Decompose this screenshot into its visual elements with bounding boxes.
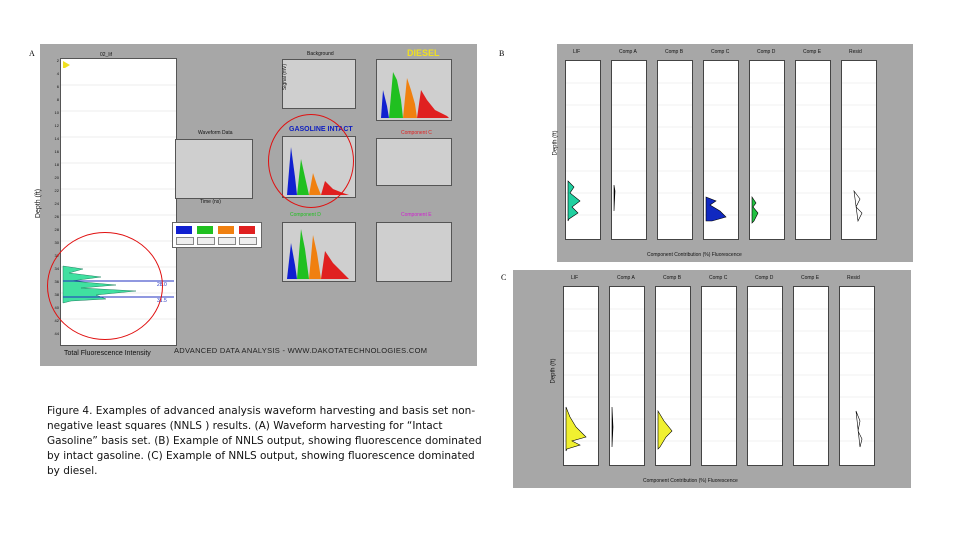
panel-a-figure (35, 44, 477, 366)
column-title: Resid (849, 49, 862, 55)
depth-tick-label: 40 (54, 305, 59, 310)
column-title: Comp B (663, 275, 682, 281)
swatch-input-3[interactable] (218, 237, 236, 245)
panel-label-b: B (499, 49, 505, 58)
component-e-plot (376, 222, 452, 282)
marker-label-2: 31.5 (157, 298, 167, 304)
component-column-plot (655, 286, 691, 466)
depth-tick-label: 14 (54, 136, 59, 141)
component-d-waveform (283, 223, 355, 281)
diesel-title: DIESEL (407, 48, 440, 58)
panel-label-c: C (501, 273, 507, 282)
shallow-signal (63, 61, 70, 68)
basis-swatch-panel (172, 222, 262, 248)
x-axis-label: Total Fluorescence Intensity (64, 350, 151, 357)
component-signal (564, 287, 598, 465)
depth-tick-label: 42 (54, 318, 59, 323)
component-column-plot (657, 60, 693, 240)
depth-tick-label: 4 (56, 71, 59, 76)
column-title: LIF (573, 49, 581, 55)
component-column-plot (703, 60, 739, 240)
depth-tick-label: 12 (54, 123, 59, 128)
component-signal (656, 287, 690, 465)
component-column-plot (609, 286, 645, 466)
column-title: Comp C (709, 275, 728, 281)
swatch-input-2[interactable] (197, 237, 215, 245)
background-title: Background (307, 51, 334, 57)
figure-caption: Figure 4. Examples of advanced analysis waveform harvesting and basis set non-negative least squares (NNLS ) results. (A) Waveform harvesting for “Intact Gasoline” basis set. (B) Example of NNLS output, showing fluorescence dominated by intact gasoline. (C) Example of NNLS output, showing fluorescence dominated by diesel. (47, 405, 482, 477)
component-signal (840, 287, 874, 465)
depth-tick-label: 24 (54, 201, 59, 206)
component-signal (658, 61, 692, 239)
depth-tick-label: 30 (54, 240, 59, 245)
component-signal (702, 287, 736, 465)
signal-label-1: Signal (mV) (282, 63, 289, 91)
depth-tick-label: 32 (54, 253, 59, 258)
waveform-data-title: Waveform Data (198, 130, 233, 136)
depth-tick-label: 6 (56, 84, 59, 89)
gasoline-title: GASOLINE INTACT (289, 126, 353, 133)
component-d-title: Component D (290, 212, 321, 218)
component-column-plot (795, 60, 831, 240)
component-c-title: Component C (401, 130, 432, 136)
panel-b-depth-label: Depth (ft) (552, 130, 559, 156)
component-signal (794, 287, 828, 465)
depth-tick-label: 36 (54, 279, 59, 284)
component-signal (750, 61, 784, 239)
component-signal (748, 287, 782, 465)
waveform-data-plot (175, 139, 253, 199)
column-title: Comp C (711, 49, 730, 55)
depth-tick-label: 44 (54, 331, 59, 336)
depth-tick-label: 26 (54, 214, 59, 219)
panel-c-figure (513, 270, 911, 488)
column-title: Comp B (665, 49, 684, 55)
component-column-plot (701, 286, 737, 466)
highlight-circle-gasoline (268, 114, 354, 208)
component-signal (796, 61, 830, 239)
component-column-plot (563, 286, 599, 466)
depth-tick-label: 34 (54, 266, 59, 271)
track-title: 02_lif (100, 52, 112, 58)
column-title: Comp D (755, 275, 774, 281)
marker-label-1: 28.0 (157, 282, 167, 288)
column-title: Resid (847, 275, 860, 281)
column-title: Comp E (803, 49, 822, 55)
panel-b-x-label: Component Contribution (%) Fluorescence (647, 252, 742, 258)
component-signal (610, 287, 644, 465)
depth-tick-label: 38 (54, 292, 59, 297)
component-column-plot (793, 286, 829, 466)
column-title: Comp A (617, 275, 635, 281)
depth-tick-label: 28 (54, 227, 59, 232)
column-title: Comp A (619, 49, 637, 55)
component-c-plot (376, 138, 452, 186)
diesel-plot (376, 59, 452, 121)
panel-c-depth-label: Depth (ft) (550, 358, 557, 384)
depth-tick-label: 22 (54, 188, 59, 193)
swatch-input-1[interactable] (176, 237, 194, 245)
depth-tick-label: 20 (54, 175, 59, 180)
swatch-green[interactable] (197, 226, 213, 234)
column-title: Comp E (801, 275, 820, 281)
column-title: LIF (571, 275, 579, 281)
background-plot (282, 59, 356, 109)
panel-b-figure (552, 44, 913, 262)
swatch-input-4[interactable] (239, 237, 257, 245)
component-signal (704, 61, 738, 239)
depth-tick-label: 10 (54, 110, 59, 115)
highlight-circle-depth (47, 232, 163, 340)
component-signal (842, 61, 876, 239)
component-signal (612, 61, 646, 239)
component-e-title: Component E (401, 212, 432, 218)
depth-tick-label: 8 (56, 97, 59, 102)
component-column-plot (839, 286, 875, 466)
depth-tick-label: 16 (54, 149, 59, 154)
swatch-red[interactable] (239, 226, 255, 234)
swatch-orange[interactable] (218, 226, 234, 234)
column-title: Comp D (757, 49, 776, 55)
panel-c-x-label: Component Contribution (%) Fluorescence (643, 478, 738, 484)
diesel-waveform (377, 60, 451, 120)
panel-a-footer: ADVANCED DATA ANALYSIS - WWW.DAKOTATECHNOLOGIES.COM (174, 346, 428, 355)
depth-axis-label: Depth (ft) (35, 188, 43, 219)
component-d-plot (282, 222, 356, 282)
component-signal (566, 61, 600, 239)
swatch-blue[interactable] (176, 226, 192, 234)
panel-label-a: A (29, 49, 35, 58)
component-column-plot (747, 286, 783, 466)
component-column-plot (749, 60, 785, 240)
component-column-plot (611, 60, 647, 240)
component-column-plot (841, 60, 877, 240)
depth-tick-label: 2 (56, 58, 59, 63)
waveform-time-label: Time (ns) (200, 199, 221, 205)
depth-tick-label: 18 (54, 162, 59, 167)
component-column-plot (565, 60, 601, 240)
